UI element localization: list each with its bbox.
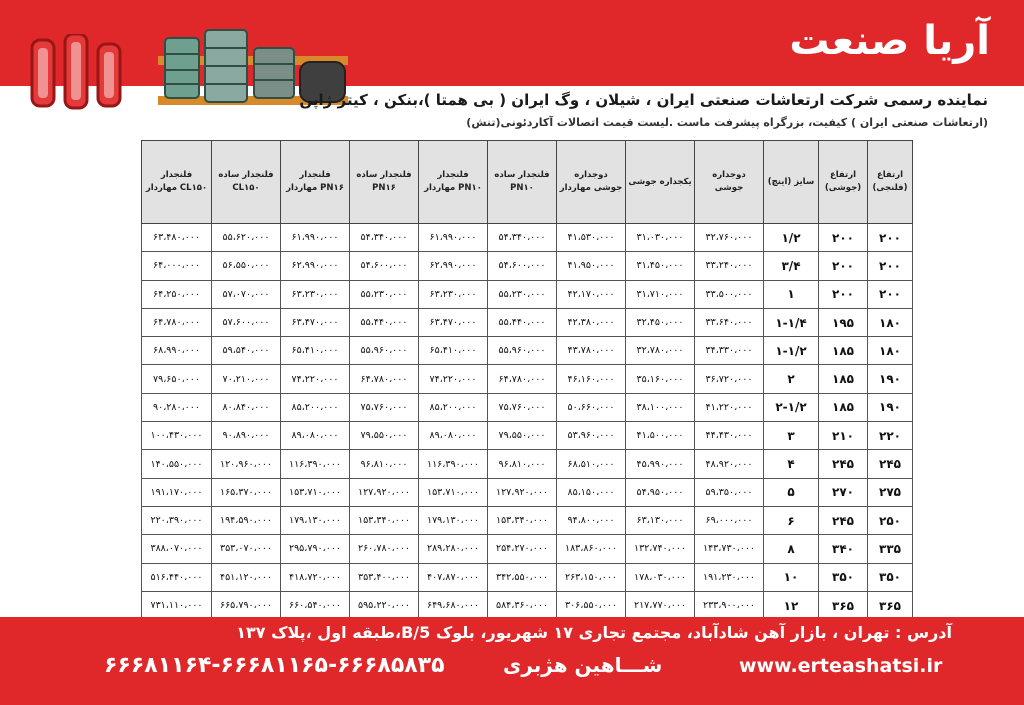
table-row <box>142 365 913 393</box>
price-cell: ۱۲۷،۹۲۰،۰۰۰ <box>488 478 557 506</box>
price-table <box>141 140 913 620</box>
website-link[interactable]: www.erteashatsi.ir <box>739 655 943 677</box>
height-cell: ۳۴۰ <box>819 535 868 563</box>
price-cell: ۳۵۳،۰۷۰،۰۰۰ <box>212 535 281 563</box>
height-cell: ۲۲۰ <box>868 422 913 450</box>
price-cell: ۴۰۷،۸۷۰،۰۰۰ <box>419 563 488 591</box>
height-cell: ۱۸۰ <box>868 337 913 365</box>
col-header: سایز (اینچ) <box>764 141 819 224</box>
price-cell: ۵۴،۳۴۰،۰۰۰ <box>350 224 419 252</box>
col-header: ارتفاع (فلنجی) <box>868 141 913 224</box>
height-cell: ۱۹۰ <box>868 365 913 393</box>
price-cell: ۲۶۳،۱۵۰،۰۰۰ <box>557 563 626 591</box>
price-cell: ۵۶،۵۵۰،۰۰۰ <box>212 252 281 280</box>
price-cell: ۳۵۳،۴۰۰،۰۰۰ <box>350 563 419 591</box>
col-header: دوجداره جوشی مهاردار <box>557 141 626 224</box>
price-cell: ۵۴،۶۰۰،۰۰۰ <box>488 252 557 280</box>
price-cell: ۳۴۲،۵۵۰،۰۰۰ <box>488 563 557 591</box>
col-header: ارتفاع (جوشی) <box>819 141 868 224</box>
price-cell: ۳۵،۱۶۰،۰۰۰ <box>626 365 695 393</box>
table-header-row <box>142 141 913 224</box>
price-cell: ۵۵،۹۶۰،۰۰۰ <box>350 337 419 365</box>
price-cell: ۴۳،۷۸۰،۰۰۰ <box>557 337 626 365</box>
price-cell: ۵۴،۶۰۰،۰۰۰ <box>350 252 419 280</box>
price-cell: ۳۳،۵۰۰،۰۰۰ <box>695 280 764 308</box>
price-cell: ۲۱۷،۷۷۰،۰۰۰ <box>626 591 695 619</box>
price-cell: ۴۵،۹۹۰،۰۰۰ <box>626 450 695 478</box>
price-cell: ۱۵۳،۳۴۰،۰۰۰ <box>350 506 419 534</box>
table-row <box>142 224 913 252</box>
price-cell: ۱۸۳،۸۶۰،۰۰۰ <box>557 535 626 563</box>
price-cell: ۹۶،۸۱۰،۰۰۰ <box>350 450 419 478</box>
height-cell: ۳۳۵ <box>868 535 913 563</box>
size-cell: ۱/۲ <box>764 224 819 252</box>
size-cell: ۲ <box>764 365 819 393</box>
height-cell: ۲۵۰ <box>868 506 913 534</box>
table-row <box>142 280 913 308</box>
price-cell: ۶۶۰،۵۴۰،۰۰۰ <box>281 591 350 619</box>
price-cell: ۱۴۳،۷۳۰،۰۰۰ <box>695 535 764 563</box>
price-cell: ۳۶،۷۲۰،۰۰۰ <box>695 365 764 393</box>
size-cell: ۱-۱/۲ <box>764 337 819 365</box>
company-logo-icon <box>30 34 135 124</box>
price-cell: ۶۱،۹۹۰،۰۰۰ <box>281 224 350 252</box>
price-cell: ۸۹،۰۸۰،۰۰۰ <box>419 422 488 450</box>
price-cell: ۲۸۹،۲۸۰،۰۰۰ <box>419 535 488 563</box>
height-cell: ۲۰۰ <box>819 252 868 280</box>
price-cell: ۴۲،۱۷۰،۰۰۰ <box>557 280 626 308</box>
price-cell: ۵۳،۹۶۰،۰۰۰ <box>557 422 626 450</box>
col-header: فلنجدار مهاردار PN۱۶ <box>281 141 350 224</box>
price-cell: ۲۲۰،۳۹۰،۰۰۰ <box>142 506 212 534</box>
price-cell: ۱۹۱،۱۷۰،۰۰۰ <box>142 478 212 506</box>
price-cell: ۶۳،۴۷۰،۰۰۰ <box>281 308 350 336</box>
price-cell: ۱۵۳،۳۴۰،۰۰۰ <box>488 506 557 534</box>
height-cell: ۲۰۰ <box>819 224 868 252</box>
height-cell: ۲۰۰ <box>819 280 868 308</box>
height-cell: ۲۱۰ <box>819 422 868 450</box>
price-cell: ۷۰،۲۱۰،۰۰۰ <box>212 365 281 393</box>
col-header: فلنجدار ساده CL۱۵۰ <box>212 141 281 224</box>
price-cell: ۱۱۶،۳۹۰،۰۰۰ <box>419 450 488 478</box>
size-cell: ۱-۱/۴ <box>764 308 819 336</box>
price-cell: ۶۴،۷۸۰،۰۰۰ <box>488 365 557 393</box>
price-cell: ۴۵۱،۱۲۰،۰۰۰ <box>212 563 281 591</box>
price-cell: ۶۲،۹۹۰،۰۰۰ <box>281 252 350 280</box>
size-cell: ۲-۱/۲ <box>764 393 819 421</box>
height-cell: ۳۶۵ <box>868 591 913 619</box>
price-cell: ۶۲،۹۹۰،۰۰۰ <box>419 252 488 280</box>
price-cell: ۶۶۵،۷۹۰،۰۰۰ <box>212 591 281 619</box>
price-cell: ۱۵۳،۷۱۰،۰۰۰ <box>419 478 488 506</box>
price-cell: ۵۵،۲۳۰،۰۰۰ <box>488 280 557 308</box>
price-cell: ۶۳،۴۸۰،۰۰۰ <box>142 224 212 252</box>
price-cell: ۶۴،۷۸۰،۰۰۰ <box>142 308 212 336</box>
price-cell: ۴۶،۱۶۰،۰۰۰ <box>557 365 626 393</box>
price-cell: ۳۲،۷۶۰،۰۰۰ <box>695 224 764 252</box>
size-cell: ۴ <box>764 450 819 478</box>
phone-numbers: ۶۶۶۸۱۱۶۴-۶۶۶۸۱۱۶۵-۶۶۶۸۵۸۳۵ <box>104 653 445 678</box>
col-header: دوجداره جوشی <box>695 141 764 224</box>
price-cell: ۴۴،۴۳۰،۰۰۰ <box>695 422 764 450</box>
col-header: فلنجدار ساده PN۱۶ <box>350 141 419 224</box>
price-cell: ۵۴،۹۵۰،۰۰۰ <box>626 478 695 506</box>
price-cell: ۲۵۴،۲۷۰،۰۰۰ <box>488 535 557 563</box>
price-cell: ۴۸،۹۲۰،۰۰۰ <box>695 450 764 478</box>
table-row <box>142 535 913 563</box>
price-cell: ۶۸،۹۹۰،۰۰۰ <box>142 337 212 365</box>
contact-name: شـــاهین هژبری <box>503 653 663 677</box>
price-cell: ۷۹،۵۵۰،۰۰۰ <box>350 422 419 450</box>
price-cell: ۱۷۹،۱۳۰،۰۰۰ <box>419 506 488 534</box>
price-cell: ۵۱۶،۴۴۰،۰۰۰ <box>142 563 212 591</box>
price-cell: ۱۹۴،۵۹۰،۰۰۰ <box>212 506 281 534</box>
price-cell: ۷۹،۶۵۰،۰۰۰ <box>142 365 212 393</box>
address-text: آدرس : تهران ، بازار آهن شادآباد، مجتمع تجاری ۱۷ شهریور، بلوک B/5،طبقه اول ،پلاک ۱۳۷ <box>236 623 952 642</box>
price-cell: ۹۰،۲۸۰،۰۰۰ <box>142 393 212 421</box>
price-cell: ۶۴،۷۸۰،۰۰۰ <box>350 365 419 393</box>
price-cell: ۲۳۳،۹۰۰،۰۰۰ <box>695 591 764 619</box>
table-row <box>142 563 913 591</box>
price-cell: ۱۱۶،۳۹۰،۰۰۰ <box>281 450 350 478</box>
price-cell: ۴۱،۲۲۰،۰۰۰ <box>695 393 764 421</box>
price-cell: ۵۵،۹۶۰،۰۰۰ <box>488 337 557 365</box>
price-cell: ۵۷،۰۷۰،۰۰۰ <box>212 280 281 308</box>
height-cell: ۳۵۰ <box>819 563 868 591</box>
representative-subtitle: نماینده رسمی شرکت ارتعاشات صنعتی ایران ، شیلان ، وگ ایران ( بی همتا )،بنکن ، کیتز ژاپن <box>299 91 988 109</box>
price-cell: ۶۴،۲۵۰،۰۰۰ <box>142 280 212 308</box>
price-cell: ۶۵،۴۱۰،۰۰۰ <box>419 337 488 365</box>
size-cell: ۱ <box>764 280 819 308</box>
price-cell: ۵۹،۵۴۰،۰۰۰ <box>212 337 281 365</box>
height-cell: ۲۰۰ <box>868 280 913 308</box>
price-cell: ۳۱،۷۱۰،۰۰۰ <box>626 280 695 308</box>
price-cell: ۶۳،۲۳۰،۰۰۰ <box>419 280 488 308</box>
price-cell: ۱۵۳،۷۱۰،۰۰۰ <box>281 478 350 506</box>
price-cell: ۵۹۵،۲۲۰،۰۰۰ <box>350 591 419 619</box>
height-cell: ۲۴۵ <box>819 506 868 534</box>
height-cell: ۱۸۵ <box>819 365 868 393</box>
price-cell: ۳۸۸،۰۷۰،۰۰۰ <box>142 535 212 563</box>
price-cell: ۹۴،۸۰۰،۰۰۰ <box>557 506 626 534</box>
price-cell: ۷۳۱،۱۱۰،۰۰۰ <box>142 591 212 619</box>
col-header: یکجداره جوشی <box>626 141 695 224</box>
price-cell: ۵۹،۳۵۰،۰۰۰ <box>695 478 764 506</box>
price-cell: ۵۸۴،۳۶۰،۰۰۰ <box>488 591 557 619</box>
table-row <box>142 478 913 506</box>
price-cell: ۳۱،۴۵۰،۰۰۰ <box>626 252 695 280</box>
table-row <box>142 422 913 450</box>
col-header: فلنجدار مهاردار PN۱۰ <box>419 141 488 224</box>
price-cell: ۴۱،۵۰۰،۰۰۰ <box>626 422 695 450</box>
height-cell: ۱۸۵ <box>819 337 868 365</box>
price-cell: ۳۲،۴۵۰،۰۰۰ <box>626 308 695 336</box>
price-cell: ۳۲،۷۸۰،۰۰۰ <box>626 337 695 365</box>
price-cell: ۱۹۱،۲۳۰،۰۰۰ <box>695 563 764 591</box>
brand-title: آریا صنعت <box>789 18 990 64</box>
price-cell: ۶۸،۵۱۰،۰۰۰ <box>557 450 626 478</box>
price-cell: ۱۰۰،۴۳۰،۰۰۰ <box>142 422 212 450</box>
price-cell: ۳۸،۱۰۰،۰۰۰ <box>626 393 695 421</box>
price-cell: ۶۴،۰۰۰،۰۰۰ <box>142 252 212 280</box>
price-cell: ۱۴۰،۵۵۰،۰۰۰ <box>142 450 212 478</box>
price-cell: ۴۲،۳۸۰،۰۰۰ <box>557 308 626 336</box>
size-cell: ۱۲ <box>764 591 819 619</box>
price-cell: ۸۰،۸۴۰،۰۰۰ <box>212 393 281 421</box>
col-header: فلنجدار مهاردار CL۱۵۰ <box>142 141 212 224</box>
size-cell: ۸ <box>764 535 819 563</box>
table-row <box>142 591 913 619</box>
price-cell: ۴۱،۵۳۰،۰۰۰ <box>557 224 626 252</box>
price-cell: ۱۷۸،۰۳۰،۰۰۰ <box>626 563 695 591</box>
price-cell: ۳۳،۶۴۰،۰۰۰ <box>695 308 764 336</box>
price-cell: ۳۳،۲۴۰،۰۰۰ <box>695 252 764 280</box>
height-cell: ۱۹۵ <box>819 308 868 336</box>
table-row <box>142 308 913 336</box>
price-cell: ۶۹،۰۰۰،۰۰۰ <box>695 506 764 534</box>
height-cell: ۲۰۰ <box>868 224 913 252</box>
price-cell: ۳۰۶،۵۵۰،۰۰۰ <box>557 591 626 619</box>
price-cell: ۳۴،۳۳۰،۰۰۰ <box>695 337 764 365</box>
price-cell: ۵۵،۴۴۰،۰۰۰ <box>350 308 419 336</box>
col-header: فلنجدار ساده PN۱۰ <box>488 141 557 224</box>
price-cell: ۷۵،۷۶۰،۰۰۰ <box>488 393 557 421</box>
price-cell: ۲۶۰،۷۸۰،۰۰۰ <box>350 535 419 563</box>
price-cell: ۵۰،۶۶۰،۰۰۰ <box>557 393 626 421</box>
price-cell: ۹۶،۸۱۰،۰۰۰ <box>488 450 557 478</box>
price-cell: ۵۵،۲۳۰،۰۰۰ <box>350 280 419 308</box>
height-cell: ۲۴۵ <box>819 450 868 478</box>
height-cell: ۲۷۵ <box>868 478 913 506</box>
size-cell: ۶ <box>764 506 819 534</box>
price-cell: ۸۵،۱۵۰،۰۰۰ <box>557 478 626 506</box>
size-cell: ۱۰ <box>764 563 819 591</box>
price-cell: ۷۴،۲۲۰،۰۰۰ <box>419 365 488 393</box>
price-cell: ۲۹۵،۷۹۰،۰۰۰ <box>281 535 350 563</box>
price-cell: ۶۱،۹۹۰،۰۰۰ <box>419 224 488 252</box>
price-cell: ۴۱،۹۵۰،۰۰۰ <box>557 252 626 280</box>
price-cell: ۵۴،۳۴۰،۰۰۰ <box>488 224 557 252</box>
height-cell: ۲۷۰ <box>819 478 868 506</box>
table-row <box>142 506 913 534</box>
price-cell: ۸۹،۰۸۰،۰۰۰ <box>281 422 350 450</box>
price-cell: ۵۷،۶۰۰،۰۰۰ <box>212 308 281 336</box>
price-cell: ۱۲۷،۹۲۰،۰۰۰ <box>350 478 419 506</box>
height-cell: ۳۶۵ <box>819 591 868 619</box>
price-cell: ۶۳،۲۳۰،۰۰۰ <box>281 280 350 308</box>
price-cell: ۹۰،۸۹۰،۰۰۰ <box>212 422 281 450</box>
height-cell: ۲۰۰ <box>868 252 913 280</box>
price-list-tagline: (ارتعاشات صنعتی ایران ) کیفیت، بزرگراه پیشرفت ماست .لیست قیمت اتصالات آکاردئونی(تنش) <box>466 116 988 129</box>
height-cell: ۱۸۵ <box>819 393 868 421</box>
price-cell: ۷۹،۵۵۰،۰۰۰ <box>488 422 557 450</box>
price-cell: ۸۵،۲۰۰،۰۰۰ <box>281 393 350 421</box>
height-cell: ۱۸۰ <box>868 308 913 336</box>
price-cell: ۶۴۹،۶۸۰،۰۰۰ <box>419 591 488 619</box>
price-cell: ۸۵،۲۰۰،۰۰۰ <box>419 393 488 421</box>
price-cell: ۴۱۸،۷۲۰،۰۰۰ <box>281 563 350 591</box>
table-row <box>142 450 913 478</box>
height-cell: ۲۴۵ <box>868 450 913 478</box>
price-cell: ۶۳،۱۳۰،۰۰۰ <box>626 506 695 534</box>
price-cell: ۱۶۵،۳۷۰،۰۰۰ <box>212 478 281 506</box>
size-cell: ۳/۴ <box>764 252 819 280</box>
height-cell: ۱۹۰ <box>868 393 913 421</box>
price-cell: ۶۳،۴۷۰،۰۰۰ <box>419 308 488 336</box>
table-row <box>142 252 913 280</box>
size-cell: ۵ <box>764 478 819 506</box>
price-cell: ۳۱،۰۳۰،۰۰۰ <box>626 224 695 252</box>
price-cell: ۶۵،۴۱۰،۰۰۰ <box>281 337 350 365</box>
table-row <box>142 337 913 365</box>
price-cell: ۵۵،۴۴۰،۰۰۰ <box>488 308 557 336</box>
price-cell: ۱۳۲،۷۴۰،۰۰۰ <box>626 535 695 563</box>
price-cell: ۷۵،۷۶۰،۰۰۰ <box>350 393 419 421</box>
table-row <box>142 393 913 421</box>
height-cell: ۳۵۰ <box>868 563 913 591</box>
price-cell: ۷۴،۲۲۰،۰۰۰ <box>281 365 350 393</box>
size-cell: ۳ <box>764 422 819 450</box>
price-cell: ۵۵،۶۲۰،۰۰۰ <box>212 224 281 252</box>
price-cell: ۱۲۰،۹۶۰،۰۰۰ <box>212 450 281 478</box>
price-cell: ۱۷۹،۱۳۰،۰۰۰ <box>281 506 350 534</box>
